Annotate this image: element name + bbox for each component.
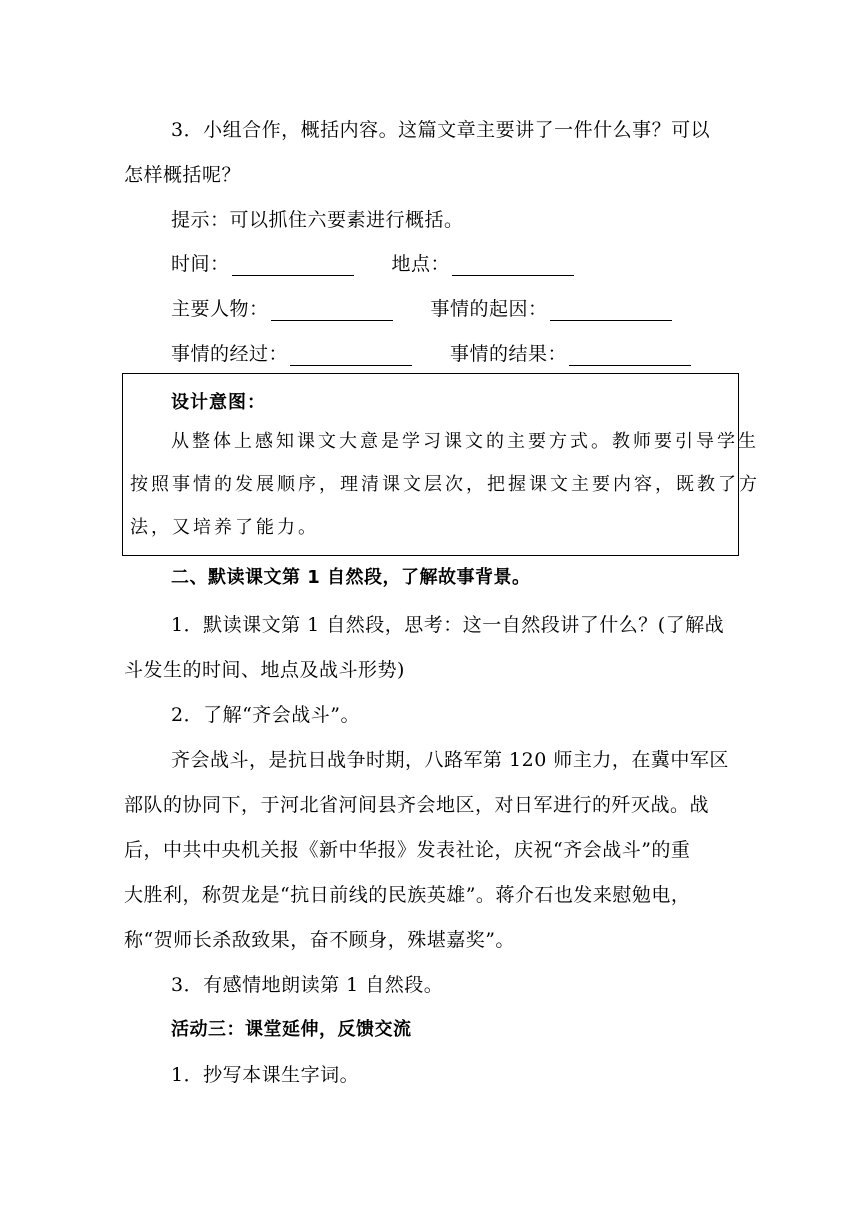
cause-label: 事情的起因： (430, 298, 548, 320)
result-label: 事情的结果： (450, 343, 568, 365)
design-intent-title: 设计意图： (171, 392, 266, 413)
place-blank (452, 255, 574, 276)
section-two-heading: 二、默读课文第 1 自然段，了解故事背景。 (171, 567, 531, 588)
para-line-3: 后，中共中央机关报《新中华报》发表社论，庆祝“齐会战斗”的重 (124, 839, 691, 861)
q3-line-1: 3．小组合作，概括内容。这篇文章主要讲了一件什么事？可以 (171, 119, 711, 141)
para-line-1: 齐会战斗，是抗日战争时期，八路军第 120 师主力，在冀中军区 (171, 749, 729, 771)
q3-line-2: 怎样概括呢？ (124, 164, 242, 186)
place-label: 地点： (391, 253, 451, 275)
process-blank (290, 345, 412, 366)
item1-line-1: 1．默读课文第 1 自然段，思考：这一自然段讲了什么？(了解战 (171, 614, 725, 636)
person-label: 主要人物： (171, 298, 269, 320)
para-line-4: 大胜利，称贺龙是“抗日前线的民族英雄”。蒋介石也发来慰勉电， (124, 884, 691, 906)
item1-line-2: 斗发生的时间、地点及战斗形势) (124, 659, 405, 681)
person-cause-row (171, 297, 791, 321)
time-label: 时间： (171, 253, 230, 275)
design-intent-line-1: 从整体上感知课文大意是学习课文的主要方式。教师要引导学生 (171, 431, 759, 452)
design-intent-line-3: 法，又培养了能力。 (130, 517, 319, 538)
activity-three-heading: 活动三：课堂延伸，反馈交流 (171, 1019, 412, 1040)
time-place-row (171, 252, 791, 276)
process-label: 事情的经过： (171, 343, 289, 365)
time-blank (232, 255, 354, 276)
process-result-row (171, 342, 791, 366)
result-blank (569, 345, 691, 366)
para-line-5: 称“贺师长杀敌致果，奋不顾身，殊堪嘉奖”。 (124, 929, 515, 951)
activity-three-item1: 1．抄写本课生字词。 (171, 1064, 360, 1086)
person-blank (271, 300, 393, 321)
hint-text: 提示：可以抓住六要素进行概括。 (171, 209, 464, 231)
para-line-2: 部队的协同下，于河北省河间县齐会地区，对日军进行的歼灭战。战 (124, 794, 710, 816)
design-intent-line-2: 按照事情的发展顺序，理清课文层次，把握课文主要内容，既教了方 (130, 474, 760, 495)
item2: 2．了解“齐会战斗”。 (171, 704, 361, 726)
item3: 3．有感情地朗读第 1 自然段。 (171, 974, 444, 996)
cause-blank (550, 300, 672, 321)
